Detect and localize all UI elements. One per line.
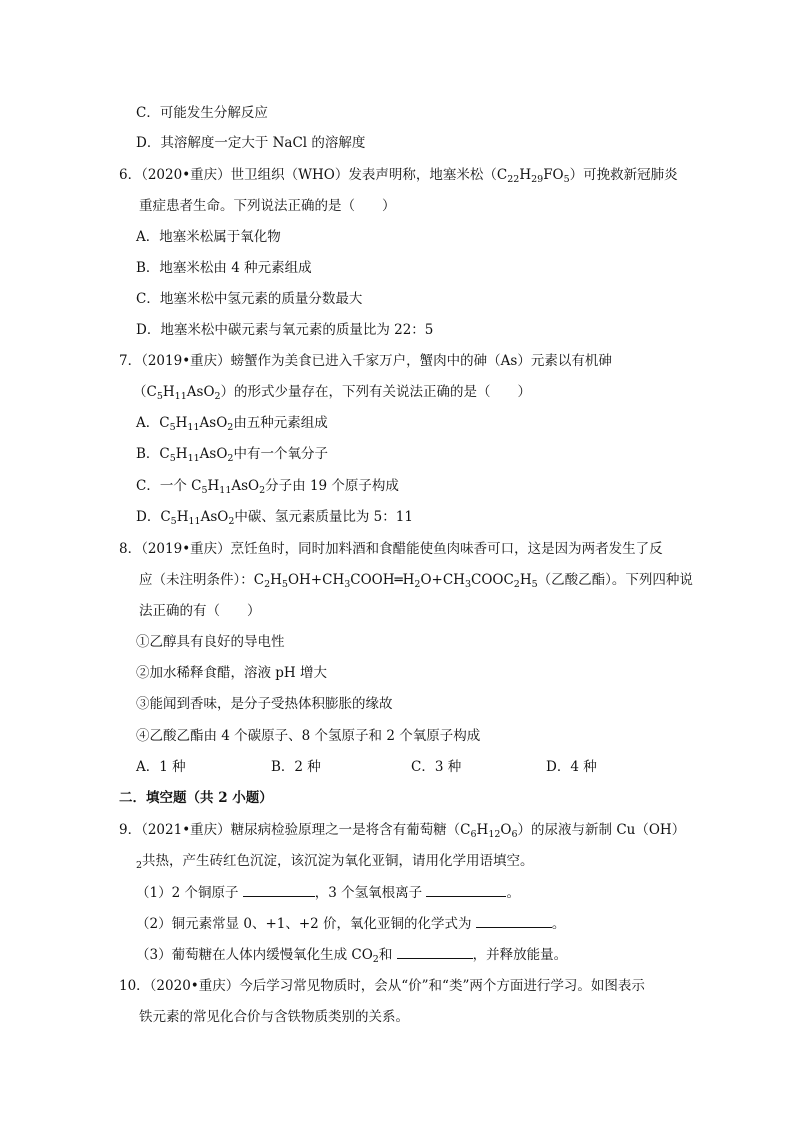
q9-part-1: （1）2 个铜原子 ，3 个氢氧根离子 。 [136,882,520,903]
q8-stem-line3: 法正确的有（ ） [139,603,261,619]
q8-statement-3: ③能闻到香味，是分子受热体积膨胀的缘故 [136,696,393,712]
q7-stem-line2: $(C_5H_{11}AsO_2)$的形式少量存在，下列有关说法正确的是（ ） [133,384,532,402]
answer-blank[interactable] [476,913,552,928]
q7-option-d: D．$C_5H_{11}AsO_2$中碳、氢元素质量比为 5：11 [136,509,413,527]
answer-blank[interactable] [243,882,315,897]
q6-option-c: C．地塞米松中氢元素的质量分数最大 [136,291,363,307]
q8-choice-d: D．4 种 [546,759,597,775]
q9-part-3: （3）葡萄糖在人体内缓慢氧化生成 $CO_2$和 ，并释放能量。 [136,944,567,965]
q8-choice-a: A．1 种 [136,759,186,775]
q9-stem-line2: $_2$共热，产生砖红色沉淀，该沉淀为氧化亚铜，请用化学用语填空。 [136,853,534,871]
q7-option-a: A．$C_5H_{11}AsO_2$由五种元素组成 [136,415,328,433]
q5-option-d: D．其溶解度一定大于 NaCl 的溶解度 [136,135,366,151]
q10-stem-line1: 10．（2020•重庆）今后学习常见物质时，会从“价”和“类”两个方面进行学习。如图表示 [119,978,645,994]
q6-stem-line1: 6．（2020•重庆）世卫组织（WHO）发表声明称，地塞米松$(C_{22}H_{29}FO_5)$可挽救新冠肺炎 [119,167,678,185]
q6-option-b: B．地塞米松由 4 种元素组成 [136,260,312,276]
q8-stem-line1: 8．（2019•重庆）烹饪鱼时，同时加料酒和食醋能使鱼肉味香可口，这是因为两者发生了反 [119,541,663,557]
q7-option-b: B．$C_5H_{11}AsO_2$中有一个氧分子 [136,446,328,464]
q8-statement-2: ②加水稀释食醋，溶液 pH 增大 [136,665,327,681]
q8-statement-4: ④乙酸乙酯由 4 个碳原子、8 个氢原子和 2 个氧原子构成 [136,728,481,744]
q9-stem-line1: 9．（2021•重庆）糖尿病检验原理之一是将含有葡萄糖$(C_6H_{12}O_6)$的尿液与新制 Cu（OH） [119,822,686,840]
q7-stem-line1: 7．（2019•重庆）螃蟹作为美食已进入千家万户，蟹肉中的砷（As）元素以有机砷 [119,353,612,369]
q6-stem-line2: 重症患者生命。下列说法正确的是（ ） [139,198,396,214]
section-header-fill-in: 二．填空题（共 2 小题） [119,790,273,806]
answer-blank[interactable] [397,944,473,959]
q7-option-c: C．一个 $C_5H_{11}AsO_2$分子由 19 个原子构成 [136,478,399,496]
q6-option-d: D．地塞米松中碳元素与氧元素的质量比为 22：5 [136,322,434,338]
q9-part-2: （2）铜元素常显 0、+1、+2 价，氧化亚铜的化学式为 。 [136,913,565,934]
q10-stem-line2: 铁元素的常见化合价与含铁物质类别的关系。 [139,1009,409,1025]
answer-blank[interactable] [426,882,506,897]
q5-option-c: C．可能发生分解反应 [136,105,268,121]
q8-choice-b: B．2 种 [271,759,321,775]
q8-statement-1: ①乙醇具有良好的导电性 [136,634,285,650]
q8-stem-line2: 应（未注明条件）：$C_2H_5OH+CH_3COOH═H_2O+CH_3COOC_2H_5$（乙酸乙酯）。下列四种说 [139,572,693,590]
q6-option-a: A．地塞米松属于氧化物 [136,229,281,245]
q8-choice-c: C．3 种 [411,759,462,775]
